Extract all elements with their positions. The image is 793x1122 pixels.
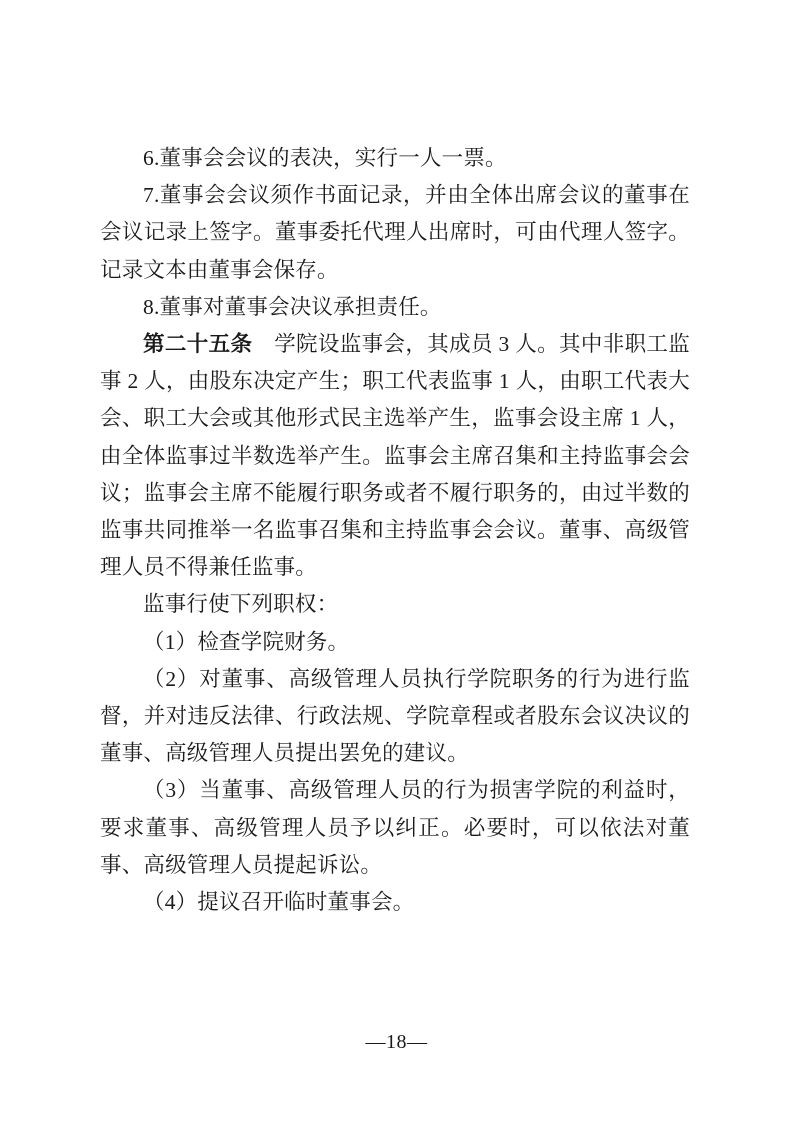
article-25-heading: 第二十五条 [143, 332, 253, 357]
text-run: （3）当董事、高级管理人员的行为损害学院的利益时，要求董事、高级管理人员予以纠正。必要时，可以依法对董事、高级管理人员提起诉讼。 [100, 778, 690, 877]
paragraph-power-3 [100, 772, 690, 884]
paragraph-power-4 [100, 884, 690, 921]
text-run: （2）对董事、高级管理人员执行学院职务的行为进行监督，并对违反法律、行政法规、学院章程或者股东会议决议的董事、高级管理人员提出罢免的建议。 [100, 666, 690, 766]
paragraph-clause-7 [100, 177, 690, 289]
text-run: （1）检查学院财务。 [143, 629, 350, 654]
paragraph-power-2 [100, 661, 690, 773]
text-run: 8.董事对董事会决议承担责任。 [143, 294, 442, 319]
text-run: 7.董事会会议须作书面记录，并由全体出席会议的董事在会议记录上签字。董事委托代理人出席时，可由代理人签字。记录文本由董事会保存。 [100, 183, 690, 282]
text-run: 监事行使下列职权： [143, 592, 339, 617]
text-run: （4）提议召开临时董事会。 [143, 890, 415, 915]
page-number: —18— [365, 1031, 428, 1053]
paragraph-power-1 [100, 624, 690, 661]
text-run: 6.董事会会议的表决，实行一人一票。 [143, 146, 507, 170]
page-content [100, 140, 690, 921]
paragraph-powers-intro [100, 586, 690, 623]
text-run: 学院设监事会，其成员 3 人。其中非职工监事 2 人，由股东决定产生；职工代表监事 1 人，由职工代表大会、职工大会或其他形式民主选举产生，监事会设主席 1 人，由全体监事过半数选举产生。监事会主席召集和主持监事会会议；监事会主席不能履行职务或者不履行职务的，由过半数的监事共同推举一名监事召集和主持监事会会议。董事、高级管理人员不得兼任监事。 [100, 332, 690, 580]
paragraph-article-25 [100, 326, 690, 586]
paragraph-clause-8 [100, 289, 690, 326]
paragraph-clause-6 [100, 140, 690, 177]
